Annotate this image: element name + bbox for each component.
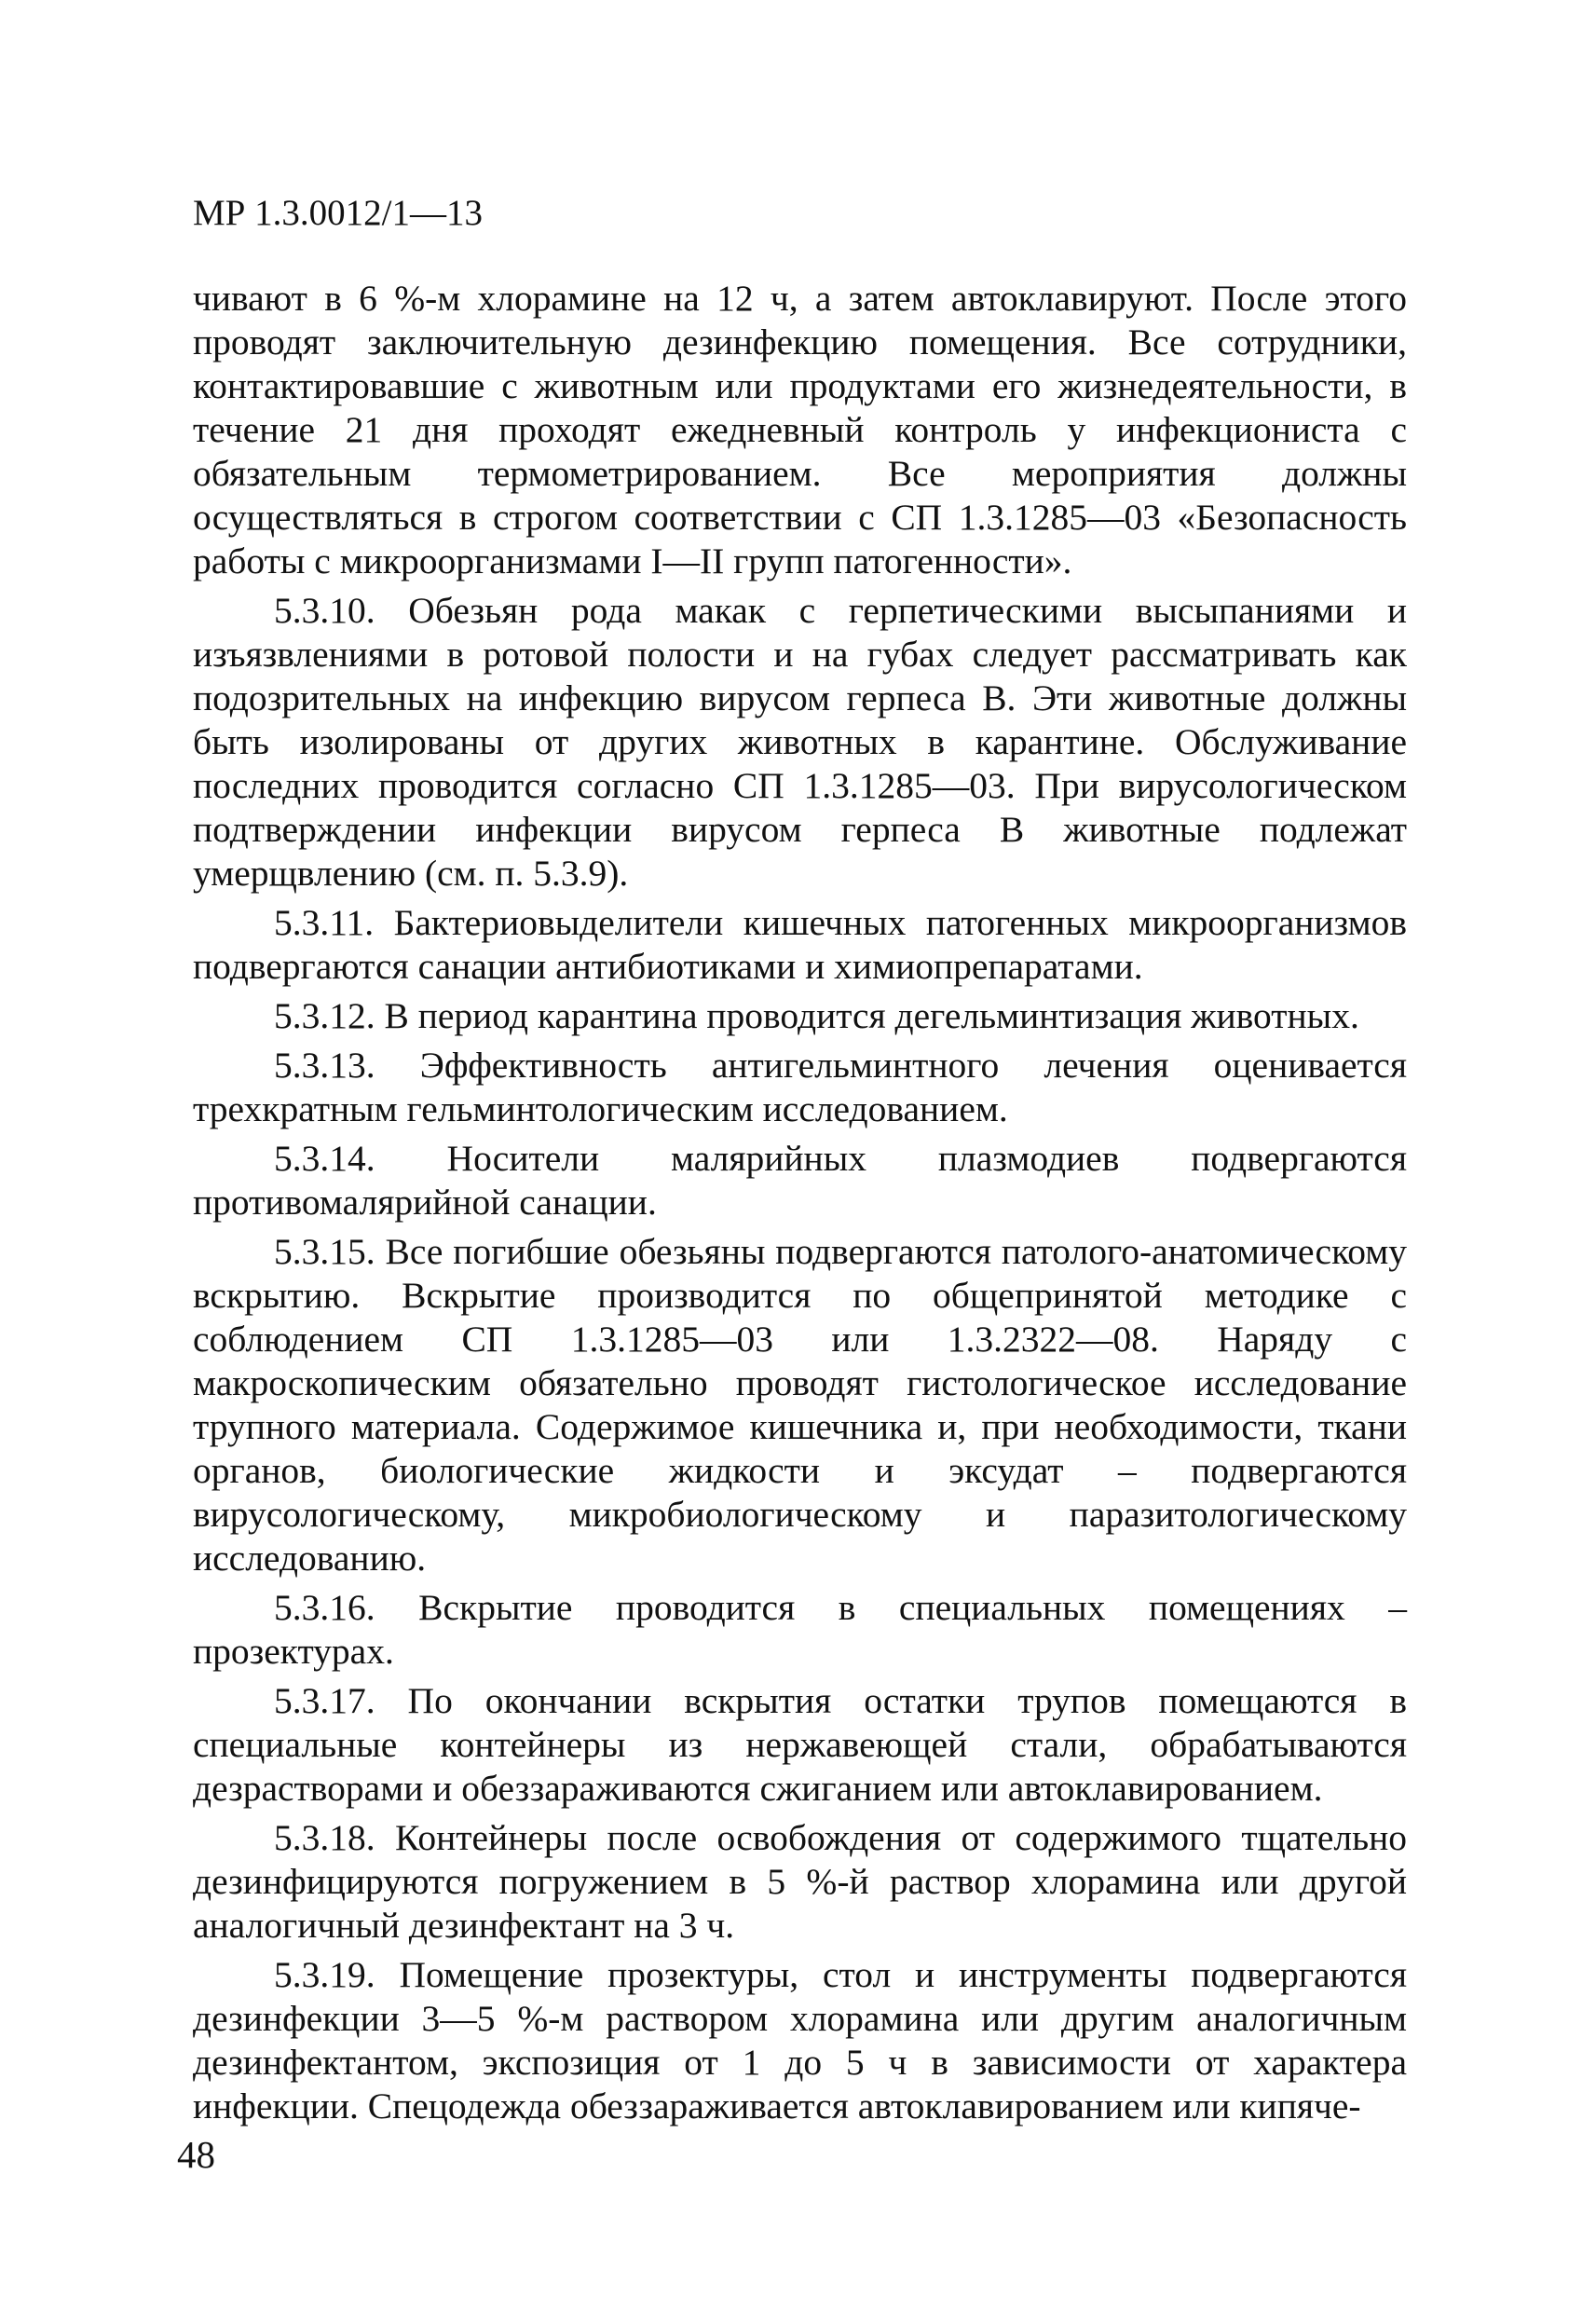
paragraph-5-3-14: 5.3.14. Носители малярийных плазмодиев подвергаются противомалярийной санации. — [193, 1138, 1407, 1223]
body-text — [193, 277, 1407, 2134]
paragraph-5-3-13: 5.3.13. Эффективность антигельминтного лечения оценивается трехкратным гельминтологическим исследованием. — [193, 1045, 1407, 1129]
paragraph-5-3-19: 5.3.19. Помещение прозектуры, стол и инструменты подвергаются дезинфекции 3—5 %-м раствором хлорамина или другим аналогичным дезинфектантом, экспозиция от 1 до 5 ч в зависимости от характера инфекции. Спецодежда обеззараживается автоклавированием или кипяче- — [193, 1954, 1407, 2126]
paragraph-5-3-10: 5.3.10. Обезьян рода макак с герпетическими высыпаниями и изъязвлениями в ротовой полости и на губах следует рассматривать как подозрительных на инфекцию вирусом герпеса В. Эти животные должны быть изолированы от других животных в карантине. Обслуживание последних проводится согласно СП 1.3.1285—03. При вирусологическом подтверждении инфекции вирусом герпеса В животные подлежат умерщвлению (см. п. 5.3.9). — [193, 590, 1407, 894]
paragraph-5-3-15: 5.3.15. Все погибшие обезьяны подвергаются патолого-анатомическому вскрытию. Вскрытие производится по общепринятой методике с соблюдением СП 1.3.1285—03 или 1.3.2322—08. Наряду с макроскопическим обязательно проводят гистологическое исследование трупного материала. Содержимое кишечника и, при необходимости, ткани органов, биологические жидкости и эксудат – подвергаются вирусологическому, микробиологическому и паразитологическому исследованию. — [193, 1231, 1407, 1579]
paragraph-5-3-12: 5.3.12. В период карантина проводится дегельминтизация животных. — [274, 995, 1359, 1036]
document-code-header: МР 1.3.0012/1—13 — [193, 193, 483, 233]
paragraph-5-3-18: 5.3.18. Контейнеры после освобождения от содержимого тщательно дезинфицируются погружением в 5 %-й раствор хлорамина или другой аналогичный дезинфектант на 3 ч. — [193, 1817, 1407, 1946]
paragraph-5-3-16: 5.3.16. Вскрытие проводится в специальных помещениях – прозектурах. — [193, 1587, 1407, 1672]
paragraph-5-3-17: 5.3.17. По окончании вскрытия остатки трупов помещаются в специальные контейнеры из нержавеющей стали, обрабатываются дезрастворами и обеззараживаются сжиганием или автоклавированием. — [193, 1680, 1407, 1809]
paragraph-continuation: чивают в 6 %-м хлорамине на 12 ч, а затем автоклавируют. После этого проводят заключительную дезинфекцию помещения. Все сотрудники, контактировавшие с животным или продуктами его жизнедеятельности, в течение 21 дня проходят ежедневный контроль у инфекциониста с обязательным термометрированием. Все мероприятия должны осуществляться в строгом соответствии с СП 1.3.1285—03 «Безопасность работы с микроорганизмами I—II групп патогенности». — [193, 278, 1407, 581]
paragraph-5-3-11: 5.3.11. Бактериовыделители кишечных патогенных микроорганизмов подвергаются санации антибиотиками и химиопрепаратами. — [193, 902, 1407, 987]
page-number: 48 — [177, 2133, 215, 2176]
